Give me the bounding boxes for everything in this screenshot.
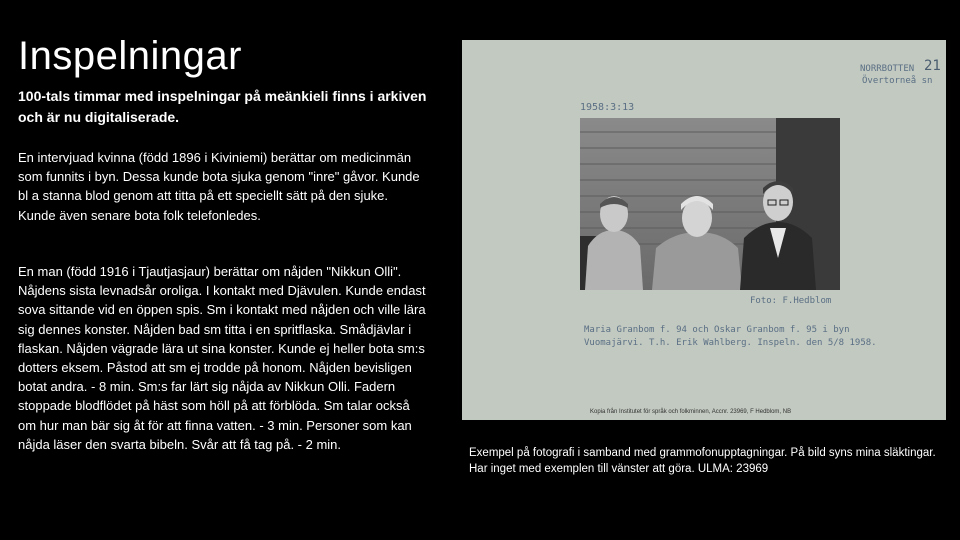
slide-title: Inspelningar xyxy=(18,34,242,78)
card-caption-line-1: Maria Granbom f. 94 och Oskar Granbom f. 95 i byn xyxy=(584,325,850,335)
card-caption xyxy=(584,324,877,350)
card-place: Övertorneå sn xyxy=(862,76,933,86)
slide-subtitle: 100-tals timmar med inspelningar på meänkieli finns i arkiven och är nu digitaliserade. xyxy=(18,88,427,125)
card-photo-credit: Foto: F.Hedblom xyxy=(750,296,832,306)
card-caption-line-2: Vuomajärvi. T.h. Erik Wahlberg. Inspeln. den 5/8 1958. xyxy=(584,338,877,348)
card-number: 21 xyxy=(924,58,941,74)
card-copy-note: Kopia från Institutet för språk och folkminnen, Accnr. 23969, F Hedblom, NB xyxy=(590,409,792,415)
interview-paragraph-2: En man (född 1916 i Tjautjasjaur) berättar om nåjden "Nikkun Olli". Nåjdens sista levnadsår oroliga. I kontakt med Djävulen. Kunde endast sova sittande vid en öppen spis. Sm i kontakt med nåjden och ville lära sig dennes konster. Nåjden bad sm titta i en spritflaska. Smådjävlar i flaskan. Nåjden vägrade lära ut sina konster. Kunde ej heller bota sm:s dotters eksem. Påstod att sm ej trodde på honom. Nåjden bevisligen botat andra. - 8 min. Sm:s far lärt sig nåjda av Nikkun Olli. Fadern stoppade blodflödet på häst som höll på att förblöda. Sm talar också om hur man bär sig åt för att finna vatten. - 3 min. Personer som kan nåjda läser den svarta bibeln. Svår att få tag på. - 2 min. xyxy=(18,264,426,452)
interview-paragraph-1: En intervjuad kvinna (född 1896 i Kiviniemi) berättar om medicinmän som funnits i byn. Dessa kunde bota sjuka genom "inre" gåvor. Kunde bl a stanna blod genom att titta på ett speciellt sätt på den sjuke. Kunde även senare bota folk telefonledes. xyxy=(18,150,420,223)
card-region-label: NORRBOTTEN xyxy=(860,64,915,74)
historical-photograph xyxy=(580,118,840,290)
photo-caption: Exempel på fotografi i samband med grammofonupptagningar. På bild syns mina släktingar. Har inget med exemplen till vänster att göra. ULMA: 23969 xyxy=(469,447,936,475)
card-date: 1958:3:13 xyxy=(580,102,635,113)
photo-illustration xyxy=(580,118,840,290)
archive-photo-card xyxy=(462,40,946,420)
